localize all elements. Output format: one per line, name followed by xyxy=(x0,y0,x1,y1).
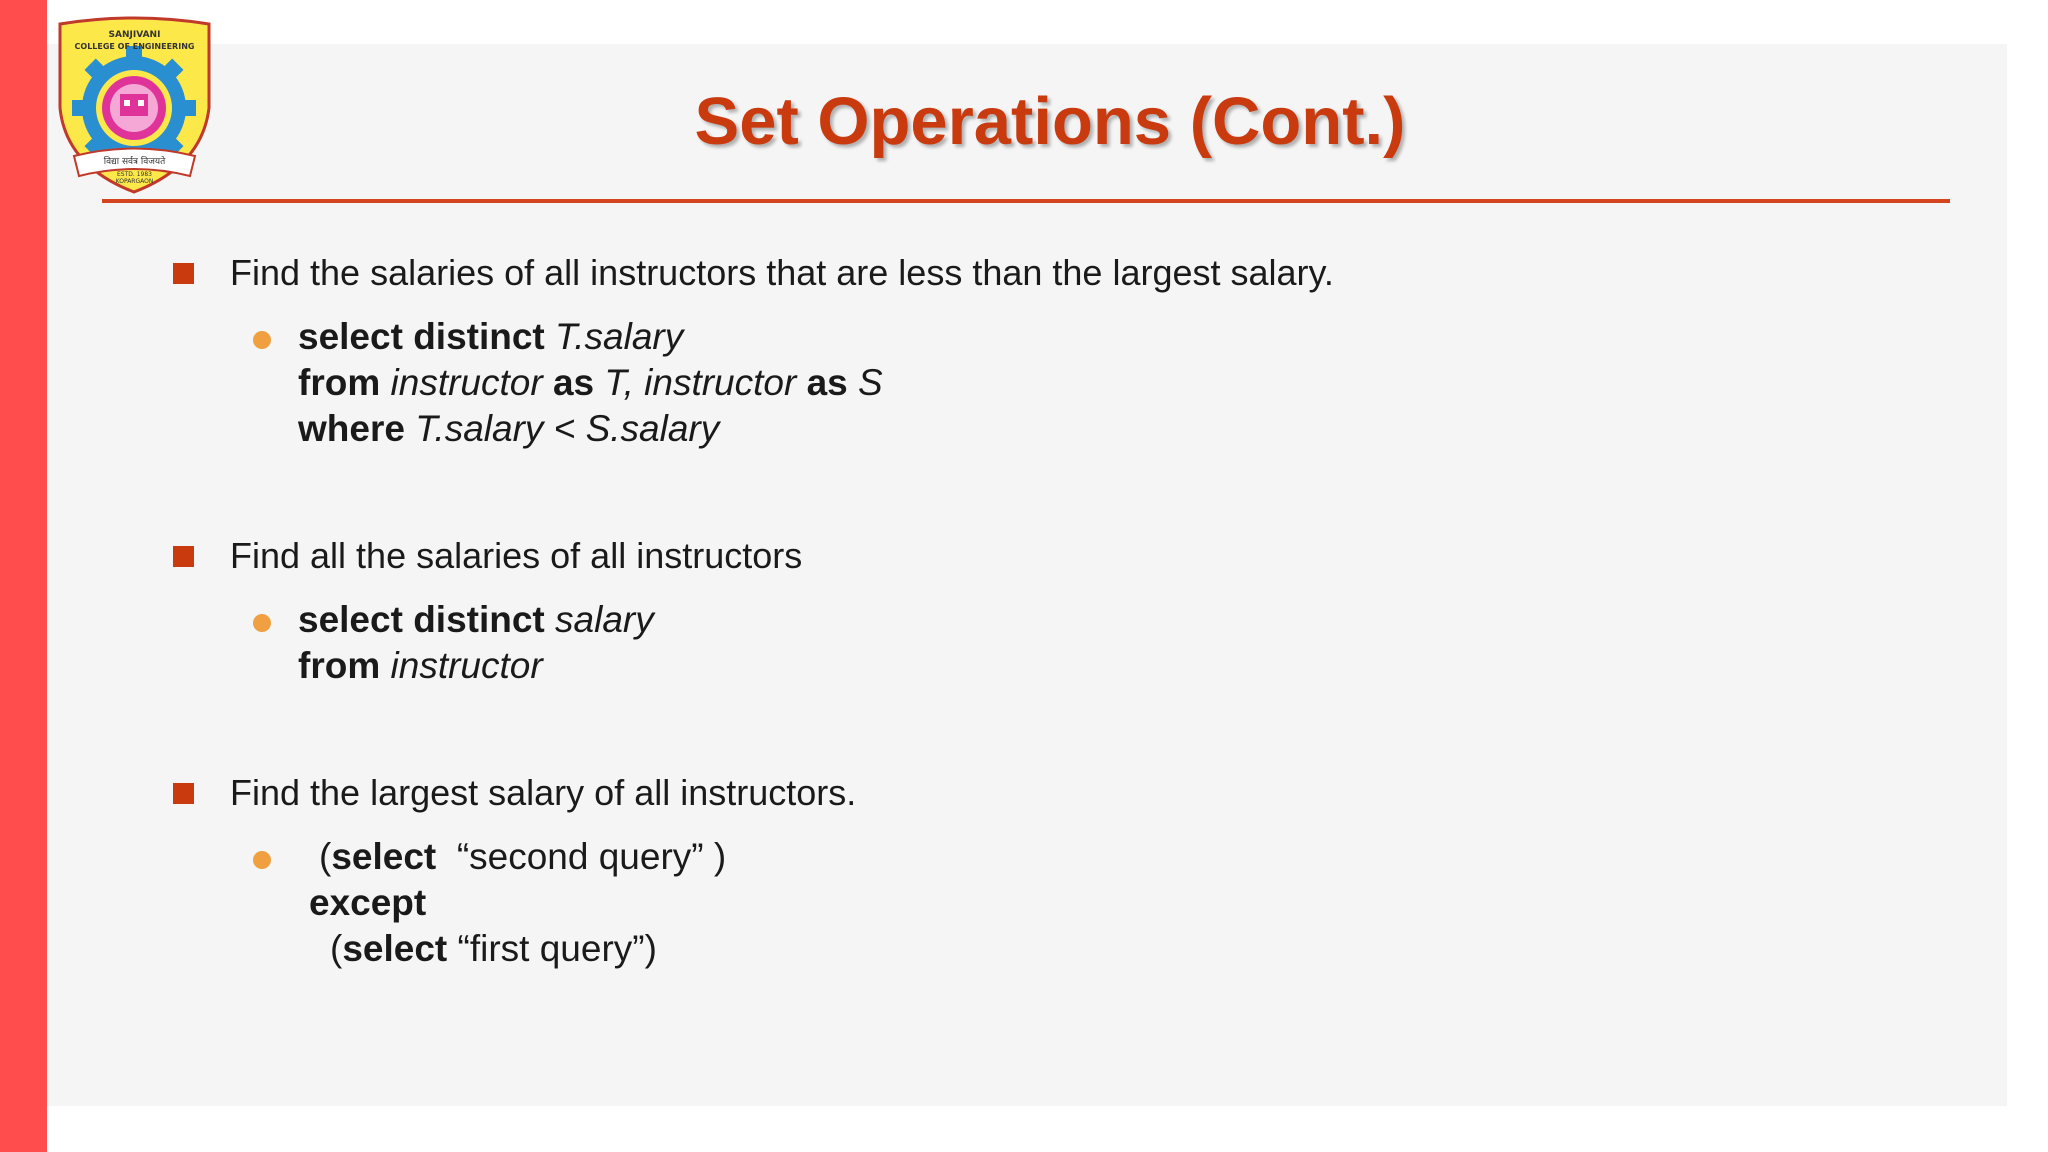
slide-title: Set Operations (Cont.) xyxy=(694,84,1406,159)
identifier: salary xyxy=(555,599,654,640)
keyword: select xyxy=(331,836,437,877)
title-divider xyxy=(102,199,1950,203)
paren: ( xyxy=(330,928,343,969)
keyword: select distinct xyxy=(298,599,545,640)
square-bullet-icon xyxy=(173,783,194,804)
logo-place: KOPARGAON xyxy=(115,178,154,185)
bullet-text-2: Find all the salaries of all instructors xyxy=(230,535,803,576)
query-3-line-2 xyxy=(309,880,426,926)
paren: ( xyxy=(319,836,332,877)
identifier: T.salary < S.salary xyxy=(415,408,720,449)
dot-bullet-icon xyxy=(253,614,271,632)
identifier: T, instructor xyxy=(604,362,797,403)
left-accent-bar xyxy=(0,0,47,1152)
bullet-text-1: Find the salaries of all instructors that are less than the largest salary. xyxy=(230,252,1334,293)
keyword: except xyxy=(309,882,427,923)
keyword: as xyxy=(552,362,595,403)
query-3-line-3 xyxy=(330,926,657,972)
query-placeholder: “second query” ) xyxy=(456,836,727,877)
keyword: select distinct xyxy=(298,316,545,357)
query-3-line-1 xyxy=(319,834,726,880)
logo-text-college: COLLEGE OF ENGINEERING xyxy=(74,42,195,51)
keyword: from xyxy=(298,645,381,686)
logo-text-top: SANJIVANI xyxy=(108,30,161,40)
keyword: select xyxy=(342,928,448,969)
keyword: where xyxy=(298,408,405,449)
query-1-line-2 xyxy=(298,360,883,406)
square-bullet-icon xyxy=(173,263,194,284)
square-bullet-icon xyxy=(173,546,194,567)
identifier: T.salary xyxy=(555,316,684,357)
logo-estd: ESTD. 1983 xyxy=(117,171,152,178)
query-1-line-3 xyxy=(298,406,719,452)
identifier: instructor xyxy=(390,645,543,686)
logo-ribbon-text: विद्या सर्वत्र विजयते xyxy=(103,157,166,167)
query-1-line-1 xyxy=(298,314,683,360)
keyword: from xyxy=(298,362,381,403)
identifier: instructor xyxy=(390,362,543,403)
dot-bullet-icon xyxy=(253,851,271,869)
bullet-text-3: Find the largest salary of all instructors. xyxy=(230,772,857,813)
query-2-line-2 xyxy=(298,643,543,689)
identifier: S xyxy=(858,362,883,403)
keyword: as xyxy=(806,362,848,403)
dot-bullet-icon xyxy=(253,331,271,349)
query-2-line-1 xyxy=(298,597,654,643)
query-placeholder: “first query”) xyxy=(457,928,657,969)
